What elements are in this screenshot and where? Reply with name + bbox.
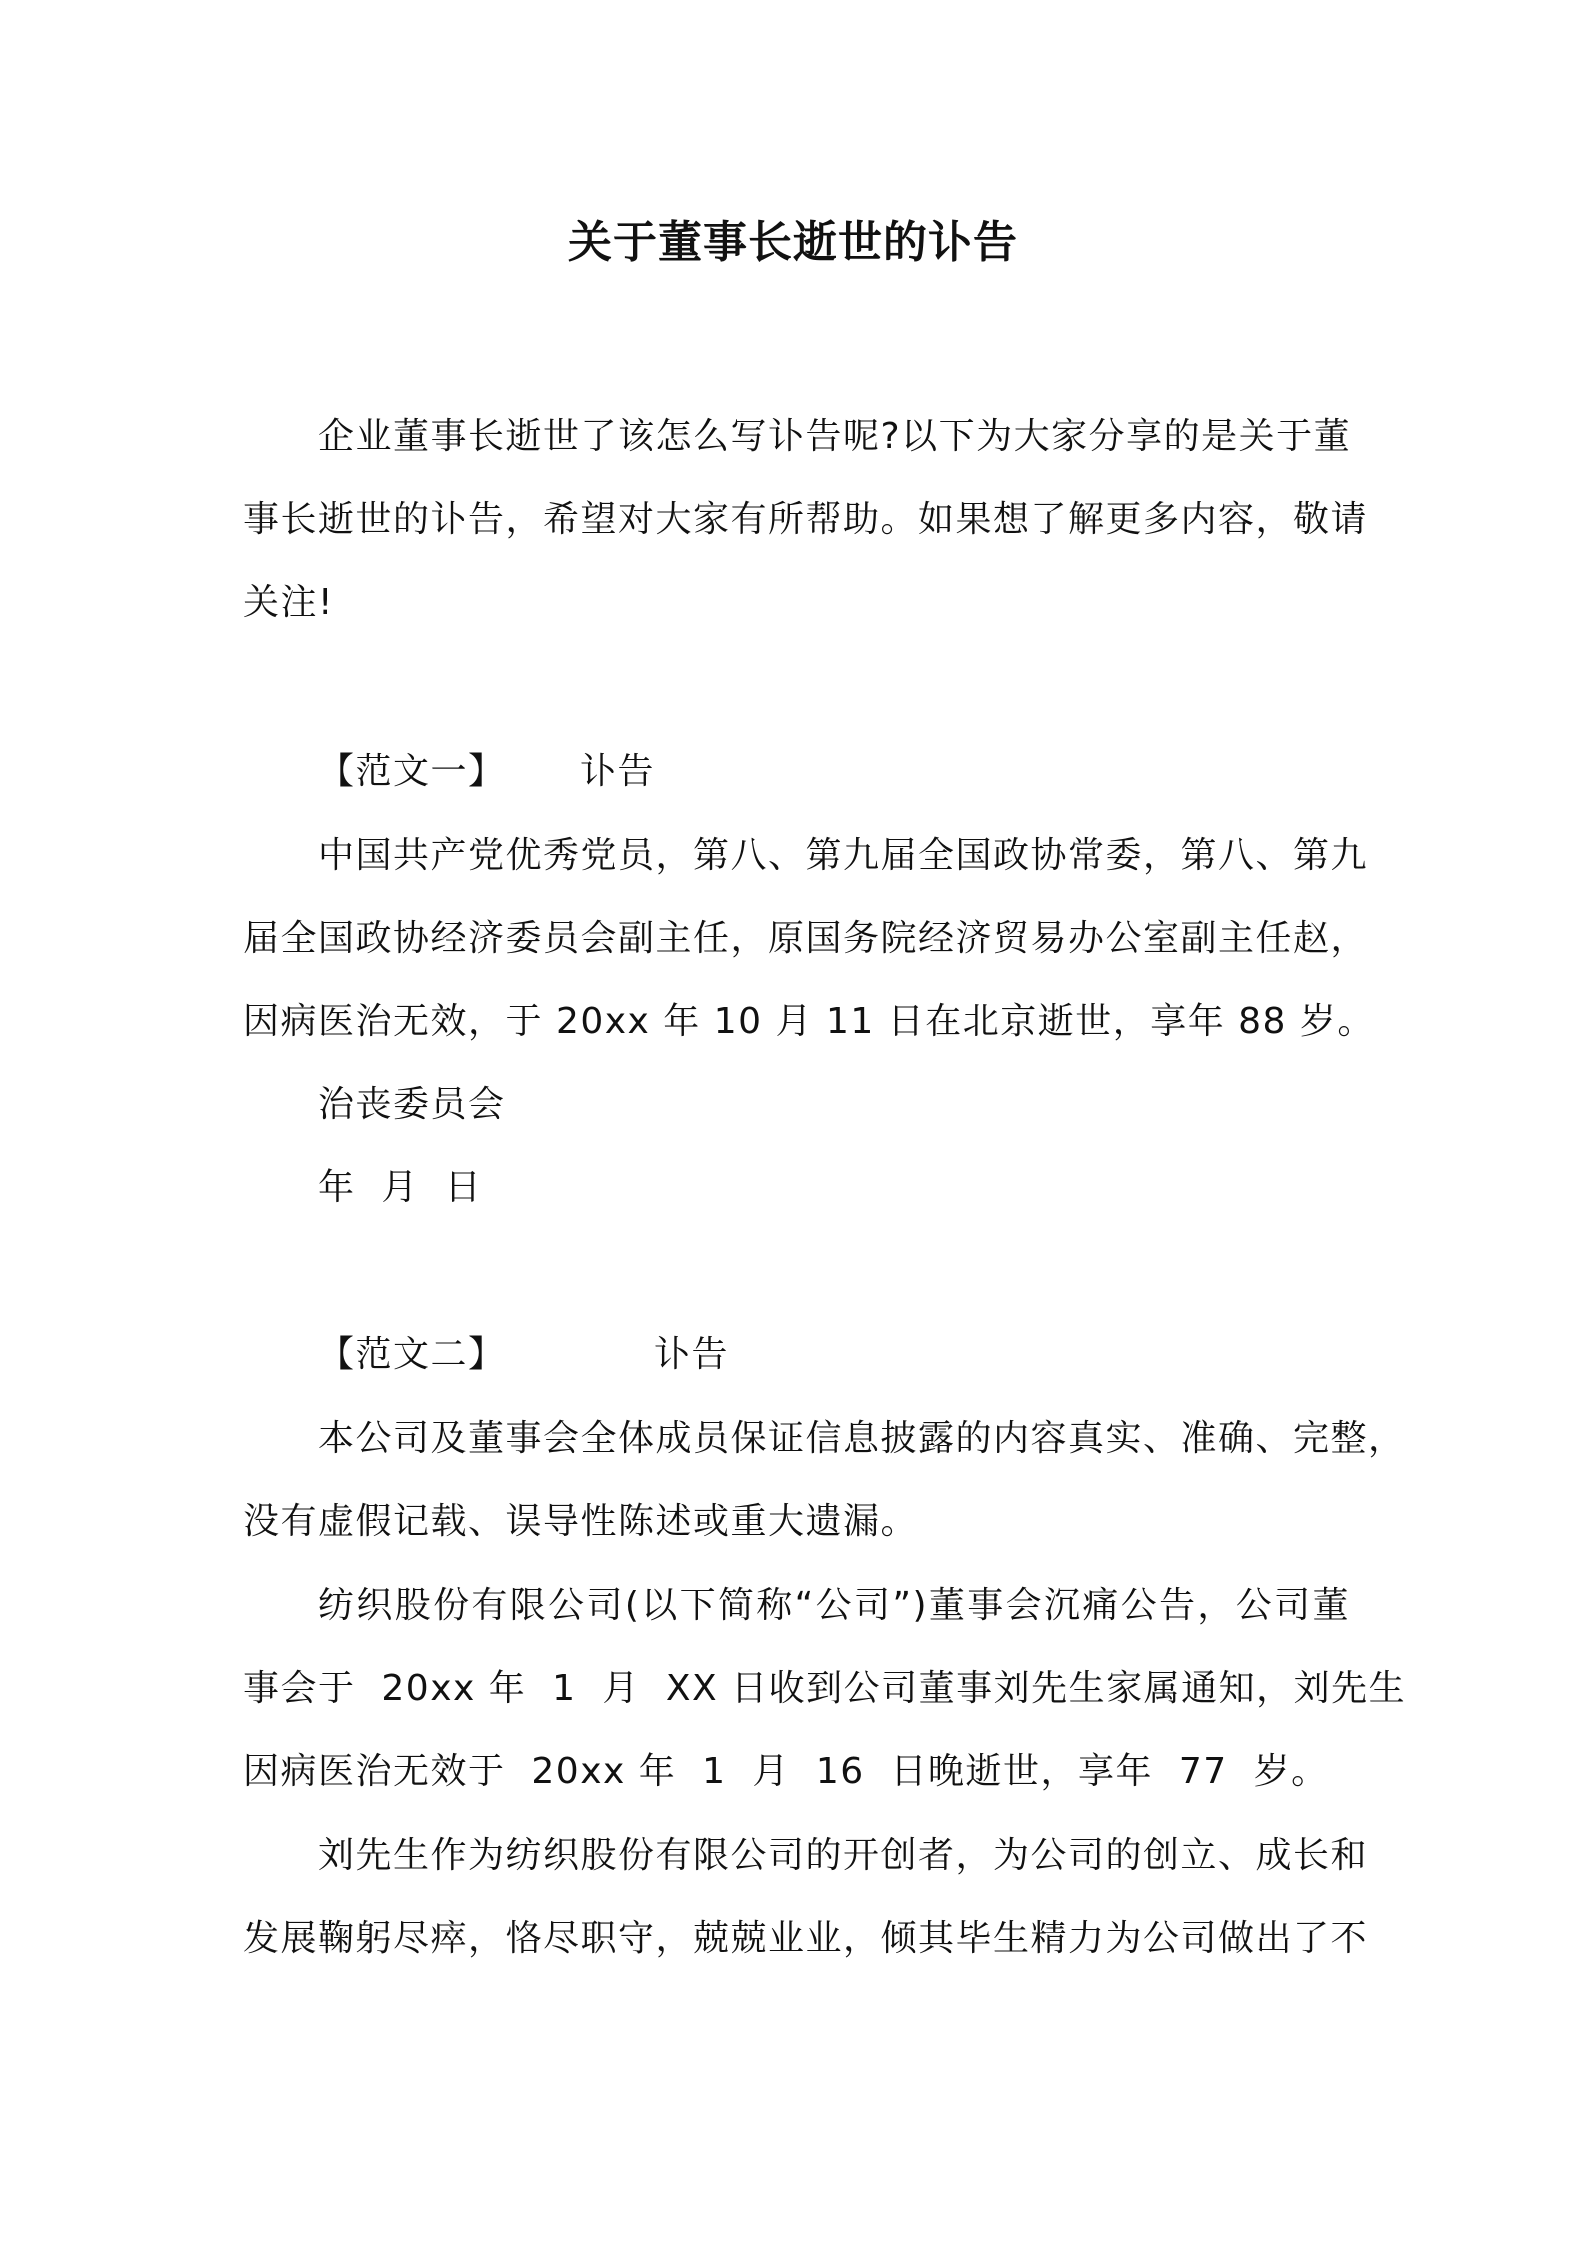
sample2-para1-line-1: 本公司及董事会全体成员保证信息披露的内容真实、准确、完整， bbox=[318, 1418, 1406, 1459]
sample2-para1-line-2: 没有虚假记载、误导性陈述或重大遗漏。 bbox=[243, 1501, 919, 1542]
sample1-heading: 讣告 bbox=[580, 751, 656, 792]
sample2-para3-line-2: 发展鞠躬尽瘁，恪尽职守，兢兢业业，倾其毕生精力为公司做出了不 bbox=[243, 1918, 1369, 1959]
sample1-signer: 治丧委员会 bbox=[318, 1084, 506, 1125]
sample2-para2-line-3: 因病医治无效于 20xx 年 1 月 16 日晚逝世，享年 77 岁。 bbox=[243, 1751, 1329, 1792]
sample2-heading: 讣告 bbox=[654, 1334, 730, 1375]
intro-line-2: 事长逝世的讣告，希望对大家有所帮助。如果想了解更多内容，敬请 bbox=[243, 499, 1369, 540]
sample2-para2-line-2: 事会于 20xx 年 1 月 XX 日收到公司董事刘先生家属通知，刘先生 bbox=[243, 1668, 1407, 1709]
sample1-body-line-1: 中国共产党优秀党员，第八、第九届全国政协常委，第八、第九 bbox=[318, 835, 1369, 876]
sample2-label: 【范文二】 bbox=[318, 1334, 506, 1375]
intro-line-3: 关注! bbox=[243, 582, 334, 623]
sample1-body-line-2: 届全国政协经济委员会副主任，原国务院经济贸易办公室副主任赵， bbox=[243, 918, 1369, 959]
sample1-date: 年 月 日 bbox=[318, 1167, 483, 1208]
sample1-label: 【范文一】 bbox=[318, 751, 506, 792]
sample1-body-line-3: 因病医治无效，于 20xx 年 10 月 11 日在北京逝世，享年 88 岁。 bbox=[243, 1001, 1375, 1042]
sample2-para3-line-1: 刘先生作为纺织股份有限公司的开创者，为公司的创立、成长和 bbox=[318, 1835, 1369, 1876]
intro-line-1: 企业董事长逝世了该怎么写讣告呢?以下为大家分享的是关于董 bbox=[318, 416, 1352, 457]
sample1-heading-row bbox=[318, 748, 656, 796]
sample2-heading-row bbox=[318, 1331, 730, 1379]
sample2-para2-line-1: 纺织股份有限公司(以下简称“公司”)董事会沉痛公告，公司董 bbox=[318, 1585, 1350, 1626]
document-title: 关于董事长逝世的讣告 bbox=[568, 217, 1018, 268]
